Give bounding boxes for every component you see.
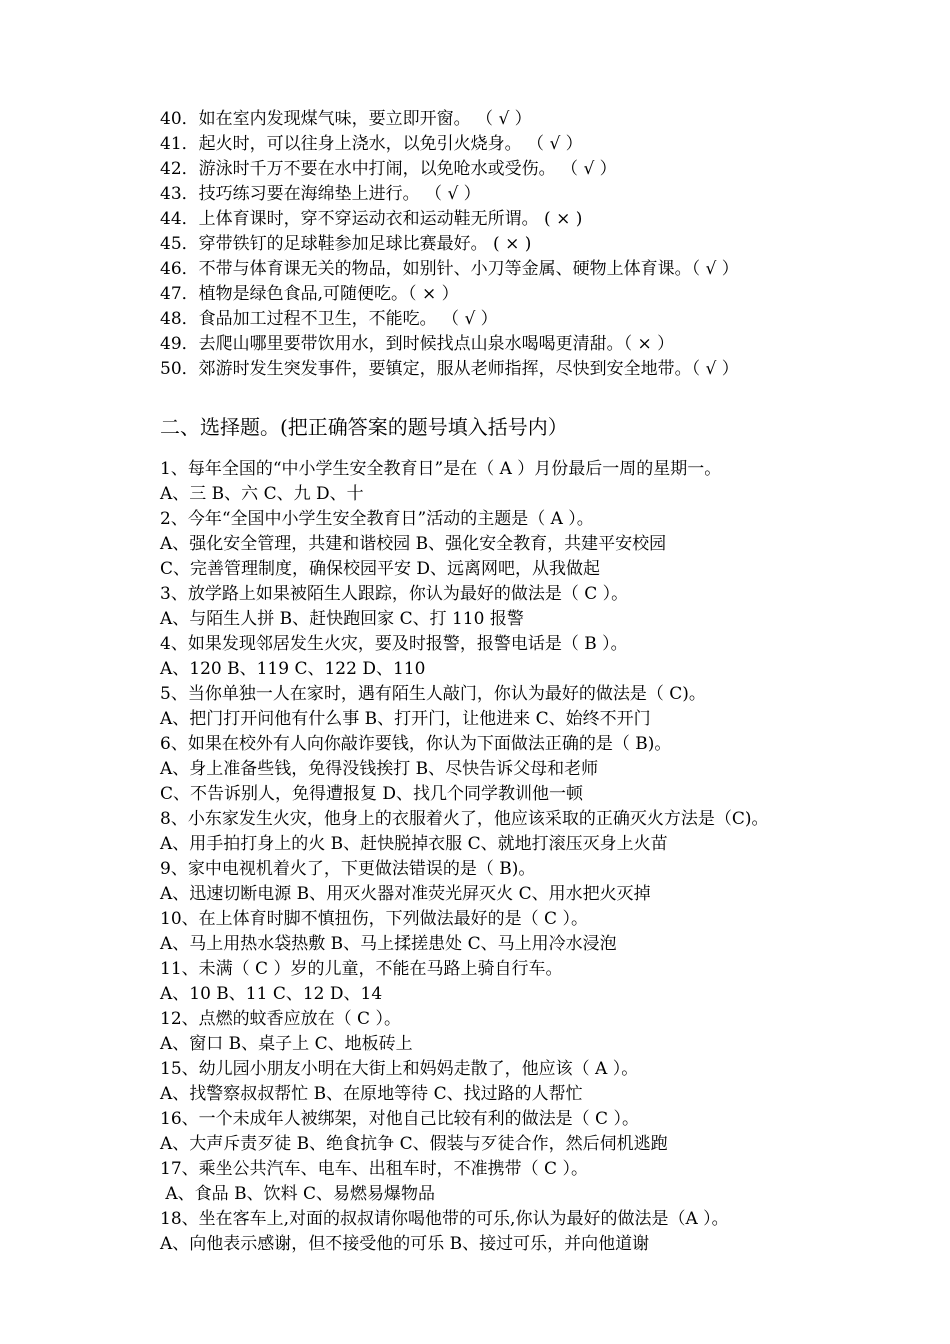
section-heading: 二、选择题。(把正确答案的题号填入括号内） xyxy=(160,415,568,439)
question-47: 47．植物是绿色食品,可随便吃。（ × ） xyxy=(160,284,459,304)
choice-line: 10、在上体育时脚不慎扭伤，下列做法最好的是（ C ）。 xyxy=(160,909,588,929)
choice-line: 2、今年“全国中小学生安全教育日”活动的主题是（ A ）。 xyxy=(160,509,594,529)
choice-line: A、食品 B、饮料 C、易燃易爆物品 xyxy=(160,1184,435,1204)
choice-line: 11、未满（ C ）岁的儿童，不能在马路上骑自行车。 xyxy=(160,959,563,979)
choice-line: A、马上用热水袋热敷 B、马上揉搓患处 C、马上用冷水浸泡 xyxy=(160,934,617,954)
choice-line: A、10 B、11 C、12 D、14 xyxy=(160,984,383,1004)
question-48: 48．食品加工过程不卫生，不能吃。 （ √ ） xyxy=(160,309,498,329)
choice-line: 18、坐在客车上,对面的叔叔请你喝他带的可乐,你认为最好的做法是（A ）。 xyxy=(160,1209,729,1229)
choice-line: 12、点燃的蚊香应放在（ C ）。 xyxy=(160,1009,401,1029)
choice-line: 3、放学路上如果被陌生人跟踪，你认为最好的做法是（ C ）。 xyxy=(160,584,629,604)
choice-line: A、迅速切断电源 B、用灭火器对准荧光屏灭火 C、用水把火灭掉 xyxy=(160,884,651,904)
choice-line: 6、如果在校外有人向你敲诈要钱，你认为下面做法正确的是（ B)。 xyxy=(160,734,672,754)
choice-line: A、窗口 B、桌子上 C、地板砖上 xyxy=(160,1034,413,1054)
choice-line: 8、小东家发生火灾，他身上的衣服着火了，他应该采取的正确灭火方法是（C)。 xyxy=(160,809,769,829)
question-46: 46．不带与体育课无关的物品，如别针、小刀等金属、硬物上体育课。（ √ ） xyxy=(160,259,739,279)
question-50: 50．郊游时发生突发事件，要镇定，服从老师指挥，尽快到安全地带。（ √ ） xyxy=(160,359,739,379)
question-42: 42．游泳时千万不要在水中打闹，以免呛水或受伤。 （ √ ） xyxy=(160,159,617,179)
choice-line: A、把门打开问他有什么事 B、打开门，让他进来 C、始终不开门 xyxy=(160,709,651,729)
choice-line: A、找警察叔叔帮忙 B、在原地等待 C、找过路的人帮忙 xyxy=(160,1084,583,1104)
question-44: 44．上体育课时，穿不穿运动衣和运动鞋无所谓。 ( × ) xyxy=(160,209,583,229)
choice-line: A、用手拍打身上的火 B、赶快脱掉衣服 C、就地打滚压灭身上火苗 xyxy=(160,834,668,854)
question-40: 40．如在室内发现煤气味，要立即开窗。 （ √ ） xyxy=(160,109,532,129)
choice-line: 16、一个未成年人被绑架，对他自己比较有利的做法是（ C ）。 xyxy=(160,1109,639,1129)
choice-line: C、完善管理制度，确保校园平安 D、远离网吧，从我做起 xyxy=(160,559,601,579)
question-45: 45．穿带铁钉的足球鞋参加足球比赛最好。 ( × ) xyxy=(160,234,532,254)
choice-line: 1、每年全国的“中小学生安全教育日”是在（ A ）月份最后一周的星期一。 xyxy=(160,459,722,479)
choice-line: 4、如果发现邻居发生火灾，要及时报警，报警电话是（ B ）。 xyxy=(160,634,628,654)
choice-line: 9、家中电视机着火了，下更做法错误的是（ B)。 xyxy=(160,859,536,879)
question-43: 43．技巧练习要在海绵垫上进行。 （ √ ） xyxy=(160,184,481,204)
choice-line: A、强化安全管理，共建和谐校园 B、强化安全教育，共建平安校园 xyxy=(160,534,667,554)
choice-line: 17、乘坐公共汽车、电车、出租车时，不准携带（ C ）。 xyxy=(160,1159,588,1179)
choice-line: 5、当你单独一人在家时，遇有陌生人敲门，你认为最好的做法是（ C)。 xyxy=(160,684,706,704)
choice-line: A、大声斥责歹徒 B、绝食抗争 C、假装与歹徒合作，然后伺机逃跑 xyxy=(160,1134,668,1154)
choice-line: A、120 B、119 C、122 D、110 xyxy=(160,659,426,679)
question-49: 49．去爬山哪里要带饮用水，到时候找点山泉水喝喝更清甜。（ × ） xyxy=(160,334,675,354)
choice-line: C、不告诉别人，免得遭报复 D、找几个同学教训他一顿 xyxy=(160,784,584,804)
choice-line: A、身上准备些钱，免得没钱挨打 B、尽快告诉父母和老师 xyxy=(160,759,599,779)
choice-line: A、与陌生人拼 B、赶快跑回家 C、打 110 报警 xyxy=(160,609,524,629)
choice-line: 15、幼儿园小朋友小明在大街上和妈妈走散了，他应该（ A ）。 xyxy=(160,1059,639,1079)
choice-line: A、三 B、六 C、九 D、十 xyxy=(160,484,364,504)
question-41: 41．起火时，可以往身上浇水，以免引火烧身。 （ √ ） xyxy=(160,134,583,154)
choice-line: A、向他表示感谢，但不接受他的可乐 B、接过可乐，并向他道谢 xyxy=(160,1234,650,1254)
